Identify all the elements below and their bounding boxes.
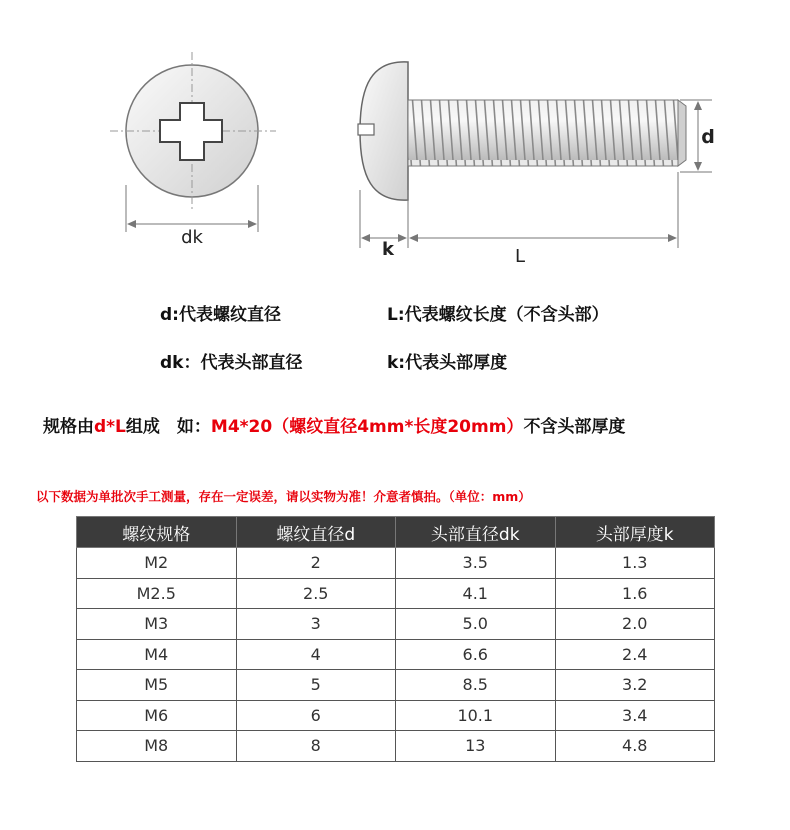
spec-example: M4*20（螺纹直径4mm*长度20mm）	[210, 417, 524, 437]
label-L: L	[514, 246, 526, 267]
legend-L: L:代表螺纹长度（不含头部）	[387, 305, 609, 325]
header-head-thickness: 头部厚度k	[555, 517, 715, 548]
cell-spec: M3	[77, 609, 237, 640]
table-row	[77, 731, 715, 762]
table-row	[77, 700, 715, 731]
cell-dk: 4.1	[396, 578, 556, 609]
table-row	[77, 548, 715, 579]
cell-dk: 3.5	[396, 548, 556, 579]
cell-dk: 13	[396, 731, 556, 762]
cell-d: 3	[236, 609, 396, 640]
spec-suffix: 不含头部厚度	[523, 417, 626, 437]
cell-k: 2.4	[555, 639, 715, 670]
table-row	[77, 609, 715, 640]
cell-spec: M6	[77, 700, 237, 731]
spec-formula: d*L	[94, 417, 126, 437]
header-head-diameter: 头部直径dk	[396, 517, 556, 548]
screw-side-view	[358, 62, 686, 200]
cell-d: 2.5	[236, 578, 396, 609]
cell-dk: 8.5	[396, 670, 556, 701]
label-d: d	[701, 126, 715, 148]
cell-dk: 6.6	[396, 639, 556, 670]
cell-k: 1.3	[555, 548, 715, 579]
spec-table	[76, 516, 715, 762]
table-row	[77, 578, 715, 609]
cell-spec: M5	[77, 670, 237, 701]
cell-spec: M4	[77, 639, 237, 670]
spec-middle: 组成 如：	[125, 417, 211, 437]
screw-head-top-view	[110, 52, 276, 210]
screw-diagram	[0, 0, 790, 280]
cell-d: 8	[236, 731, 396, 762]
cell-spec: M2	[77, 548, 237, 579]
measurement-note: 以下数据为单批次手工测量，存在一定误差，请以实物为准！介意者慎拍。（单位：mm）	[36, 489, 531, 504]
legend-dk: dk：代表头部直径	[160, 353, 303, 373]
cell-k: 3.2	[555, 670, 715, 701]
spec-line	[43, 412, 625, 437]
cell-k: 3.4	[555, 700, 715, 731]
cell-spec: M2.5	[77, 578, 237, 609]
spec-prefix: 规格由	[43, 417, 94, 437]
cell-k: 4.8	[555, 731, 715, 762]
table-header-row	[77, 517, 715, 548]
legend-k: k:代表头部厚度	[387, 353, 508, 373]
cell-d: 4	[236, 639, 396, 670]
cell-k: 1.6	[555, 578, 715, 609]
legend-d: d:代表螺纹直径	[160, 305, 281, 325]
cell-k: 2.0	[555, 609, 715, 640]
table-row	[77, 670, 715, 701]
cell-d: 6	[236, 700, 396, 731]
cell-d: 2	[236, 548, 396, 579]
header-spec: 螺纹规格	[77, 517, 237, 548]
cell-dk: 5.0	[396, 609, 556, 640]
cell-spec: M8	[77, 731, 237, 762]
label-k: k	[382, 239, 394, 260]
header-thread-diameter: 螺纹直径d	[236, 517, 396, 548]
cell-dk: 10.1	[396, 700, 556, 731]
cell-d: 5	[236, 670, 396, 701]
table-row	[77, 639, 715, 670]
label-dk: dk	[181, 227, 203, 248]
